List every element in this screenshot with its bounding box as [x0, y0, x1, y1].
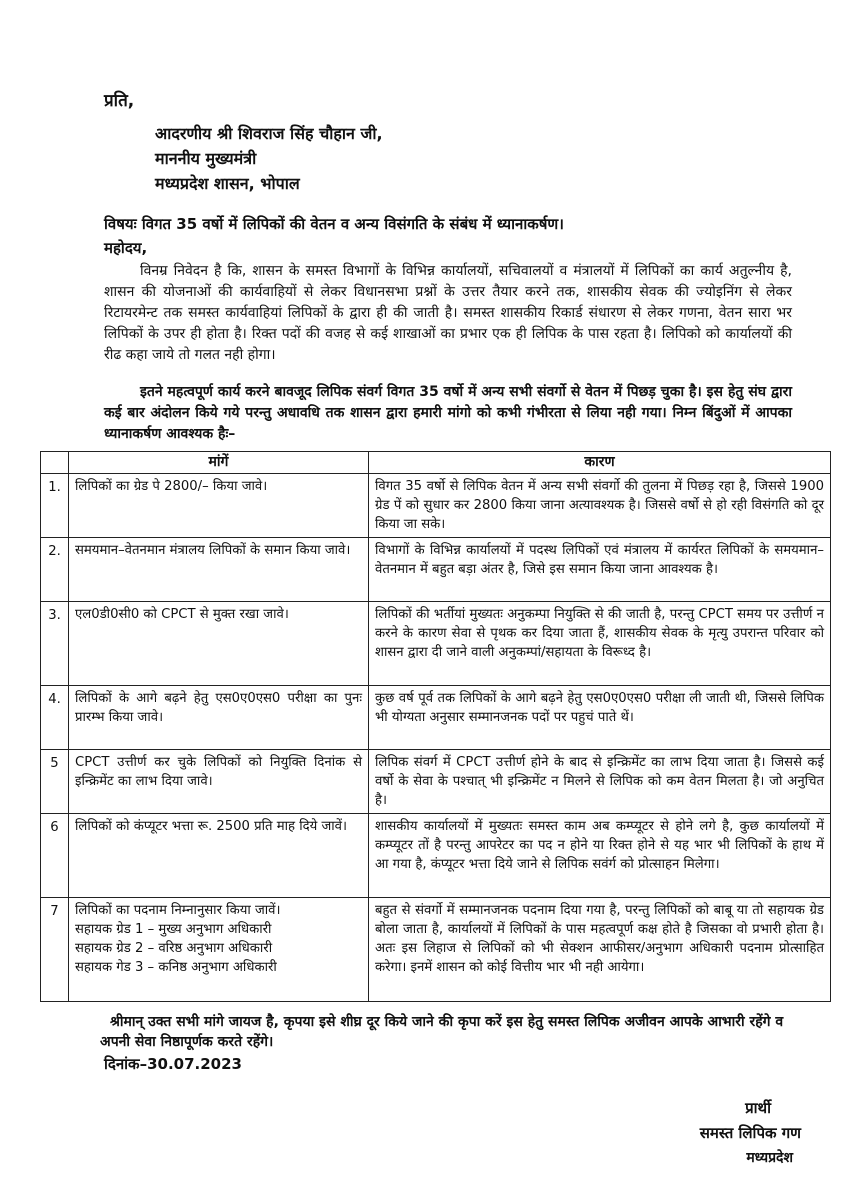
table-row [41, 814, 831, 898]
designation-line-2: सहायक ग्रेड 2 – वरिष्ठ अनुभाग अधिकारी [75, 941, 273, 956]
designation-line-1: सहायक ग्रेड 1 – मुख्य अनुभाग अधिकारी [75, 922, 272, 937]
row-number: 6 [41, 814, 69, 898]
row-number: 1. [41, 474, 69, 538]
row-number: 5 [41, 750, 69, 814]
signature-state: मध्यप्रदेश [746, 1150, 793, 1166]
reason-cell: विभागों के विभिन्न कार्यालयों में पदस्थ लिपिकों एवं मंत्रालय में कार्यरत लिपिकों के समयमान–वेतनमान में बहुत बड़ा अंतर है, जिसे इस समान किया जाना आवश्यक है। [369, 538, 831, 602]
demand-cell: लिपिकों को कंप्यूटर भत्ता रू. 2500 प्रति माह दिये जावें। [69, 814, 369, 898]
reason-cell: विगत 35 वर्षो से लिपिक वेतन में अन्य सभी संवर्गो की तुलना में पिछड़ रहा है, जिससे 1900 ग्रेड पें को सुधार कर 2800 किया जाना अत्यावश्यक है। जिससे वर्षो से हो रही विसंगति को दूर किया जा सके। [369, 474, 831, 538]
body-paragraph-2: इतने महत्वपूर्ण कार्य करने बावजूद लिपिक संवर्ग विगत 35 वर्षो में अन्य सभी संवर्गो से वेतन में पिछड़ चुका है। इस हेतु संघ द्वारा कई बार अंदोलन किये गये परन्तु अधावधि तक शासन द्वारा हमारी मांगो को कभी गंभीरता से लिया नही गया। निम्न बिंदुओं में आपका ध्यानाकर्षण आवश्यक हैः– [104, 384, 792, 442]
reason-cell: कुछ वर्ष पूर्व तक लिपिकों के आगे बढ़ने हेतु एस0ए0एस0 परीक्षा ली जाती थी, जिससे लिपिक भी योग्यता अनुसार सम्मानजनक पदों पर पहुचं पाते थें। [369, 686, 831, 750]
demand-heading: लिपिकों का पदनाम निम्नानुसार किया जावें। [75, 903, 281, 918]
greeting: महोदय, [104, 239, 148, 257]
demand-cell: लिपिकों के आगे बढ़ने हेतु एस0ए0एस0 परीक्षा का पुनः प्रारम्भ किया जावे। [69, 686, 369, 750]
row-number: 7 [41, 898, 69, 1002]
row-number: 4. [41, 686, 69, 750]
demand-cell: एल0डी0सी0 को CPCT से मुक्त रखा जावे। [69, 602, 369, 686]
table-row [41, 686, 831, 750]
header-num [41, 452, 69, 474]
reason-cell: शासकीय कार्यालयों में मुख्यतः समस्त काम अब कम्प्यूटर से होने लगे है, कुछ कार्यालयों में कम्प्यूटर तों है परन्तु आपरेटर का पद न होने या रिक्त होने से यह भार भी लिपिकों के हाथ में आ गया है, कंप्यूटर भत्ता दिये जाने से लिपिक सवंर्ग को प्रोत्साहन मिलेगा। [369, 814, 831, 898]
demand-cell: लिपिकों का ग्रेड पे 2800/– किया जावे। [69, 474, 369, 538]
reason-cell: लिपिक संवर्ग में CPCT उत्तीर्ण होने के बाद से इन्क्रिमेंट का लाभ दिया जाता है। जिससे कई वर्षो के सेवा के पश्चात् भी इन्क्रिमेंट न मिलने से लिपिक को कम वेतन मिलता है। जो अनुचित है। [369, 750, 831, 814]
signature-applicant: प्रार्थी [745, 1099, 771, 1117]
table-row [41, 602, 831, 686]
reason-cell: लिपिकों की भर्तीयां मुख्यतः अनुकम्पा नियुक्ति से की जाती है, परन्तु CPCT समय पर उत्तीर्ण न करने के कारण सेवा से पृथक कर दिया जाता हैं, शासकीय सेवक के मृत्यु उपरान्त परिवार को शासन द्वारा दी जाने वाली अनुकम्पां/सहायता के विरूध्द है। [369, 602, 831, 686]
closing-paragraph: श्रीमान् उक्त सभी मांगे जायज है, कृपया इसे शीघ्र दूर किये जाने की कृपा करें इस हेतु समस्त लिपिक अजीवन आपके आभारी रहेंगे व अपनी सेवा निष्ठापूर्णक करते रहेंगे। [100, 1014, 784, 1050]
table-header-row [41, 452, 831, 474]
demand-cell [69, 898, 369, 1002]
table-row [41, 538, 831, 602]
demands-table [40, 451, 831, 1002]
body-paragraph-1: विनम्र निवेदन है कि, शासन के समस्त विभागों के विभिन्न कार्यालयों, सचिवालयों व मंत्रालयों में लिपिकों का कार्य अतुल्नीय है, शासन की योजनाओं की कार्यवाहियों से लेकर विधानसभा प्रश्नों के उत्तर तैयार करने तक, शासकीय सेवक की ज्योइनिंग से लेकर रिटायरमेन्ट तक समस्त कार्यवाहियां लिपिकों के द्वारा ही की जाती है। समस्त शासकीय रिकार्ड संधारण से लेकर गणना, वेतन सारा भर लिपिकों के उपर ही होता है। रिक्त पदों की वजह से कई शाखाओं का प्रभार एक ही लिपिक के पास रहता है। लिपिको को कार्यालयों की रीढ कहा जाये तो गलत नही होगा। [104, 263, 792, 363]
demand-cell: CPCT उत्तीर्ण कर चुके लिपिकों को नियुक्ति दिनांक से इन्क्रिमेंट का लाभ दिया जावे। [69, 750, 369, 814]
date-line: दिनांक–30.07.2023 [104, 1055, 242, 1073]
row-number: 2. [41, 538, 69, 602]
addressee-office: मध्यप्रदेश शासन, भोपाल [155, 174, 300, 193]
addressee-name: आदरणीय श्री शिवराज सिंह चौहान जी, [155, 124, 383, 143]
reason-cell: बहुत से संवर्गो में सम्मानजनक पदनाम दिया गया है, परन्तु लिपिकों को बाबू या तो सहायक ग्रेड बोला जाता है, कार्यालयों में लिपिकों के पास महत्वपूर्ण कक्ष होते है जिसका वो प्रभारी होता है। अतः इस लिहाज से लिपिकों को भी सेक्शन आफीसर/अनुभाग अधिकारी पदनाम प्रोत्साहित करेगा। इनमें शासन को कोई वित्तीय भार भी नही आयेगा। [369, 898, 831, 1002]
row-number: 3. [41, 602, 69, 686]
table-row [41, 750, 831, 814]
salutation: प्रति, [104, 91, 135, 111]
addressee-designation: माननीय मुख्यमंत्री [155, 149, 257, 168]
signature-group: समस्त लिपिक गण [699, 1124, 801, 1142]
table-row [41, 474, 831, 538]
table-row [41, 898, 831, 1002]
header-reason: कारण [369, 452, 831, 474]
demand-cell: समयमान–वेतनमान मंत्रालय लिपिकों के समान किया जावे। [69, 538, 369, 602]
header-demand: मांगें [69, 452, 369, 474]
designation-line-3: सहायक गेड 3 – कनिष्ठ अनुभाग अधिकारी [75, 960, 277, 975]
subject-line: विषयः विगत 35 वर्षो में लिपिकों की वेतन व अन्य विसंगति के संबंध में ध्यानाकर्षण। [104, 215, 564, 233]
